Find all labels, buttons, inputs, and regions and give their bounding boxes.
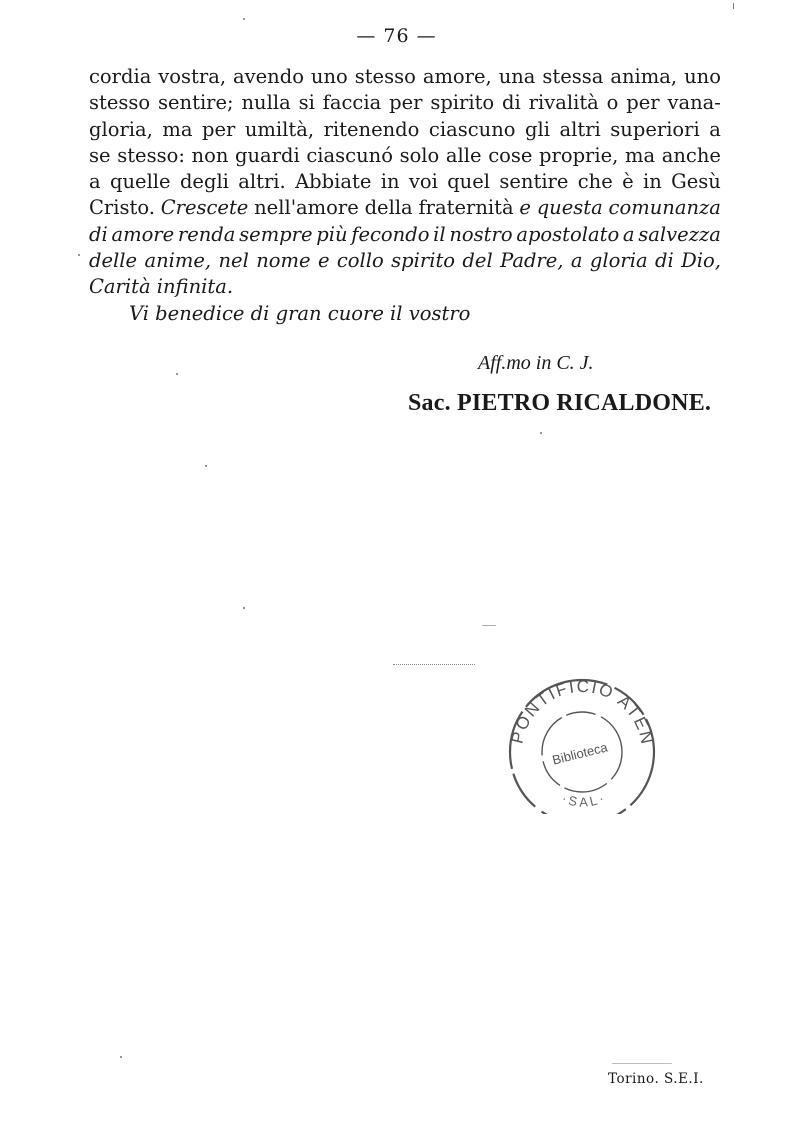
word: cose — [488, 143, 533, 167]
library-stamp — [500, 674, 660, 814]
word: apostolato — [516, 222, 620, 246]
word: altri — [559, 117, 601, 141]
word: una — [498, 65, 536, 88]
word: ma — [162, 117, 193, 141]
word: cordia — [89, 65, 152, 88]
word: questa — [536, 196, 603, 220]
word: altri. — [238, 170, 286, 194]
text-line — [89, 222, 721, 248]
word: anime, — [144, 249, 212, 273]
text-line — [89, 90, 721, 116]
word: nel — [218, 249, 249, 273]
word: nome — [256, 249, 311, 273]
word: si — [298, 91, 315, 115]
word: stesso — [89, 91, 151, 115]
word: se — [89, 143, 111, 167]
word: vostra, — [158, 65, 227, 88]
word: amore, — [422, 65, 492, 88]
word: di — [654, 249, 674, 273]
word: vana- — [667, 91, 721, 115]
word: faccia — [322, 91, 382, 115]
word: collo — [336, 249, 384, 273]
closing-formula: Aff.mo in C. J. — [478, 352, 594, 374]
word: stesso — [354, 65, 416, 88]
printer-imprint: Torino. S.E.I. — [608, 1071, 704, 1087]
page-number: — 76 — — [356, 25, 437, 47]
word: non — [191, 143, 229, 167]
word: e — [519, 196, 531, 220]
stamp-seal-icon — [500, 674, 660, 814]
text-line — [89, 274, 721, 300]
word: per — [389, 91, 423, 115]
word: degli — [179, 170, 229, 194]
word: più — [316, 222, 348, 246]
stamp-lower-text: ·SAL· — [559, 789, 609, 810]
word: guardi — [235, 143, 300, 167]
word: umiltà, — [244, 117, 315, 141]
signature: Sac. PIETRO RICALDONE. — [408, 390, 712, 416]
word: Vi benedice di gran cuore il vostro — [129, 301, 471, 325]
stamp-inner-text: Biblioteca — [550, 739, 610, 768]
stamp-outer-text: PONTIFICIO ATEN — [507, 676, 657, 748]
text-line — [89, 195, 721, 221]
word: rivalità — [528, 91, 599, 115]
word: gloria, — [89, 117, 153, 141]
text-line — [89, 301, 721, 327]
word: spirito — [391, 249, 456, 273]
svg-text:PONTIFICIO ATENEO — [500, 674, 657, 747]
word: proprie, — [539, 143, 619, 167]
word: gloria — [589, 249, 648, 273]
word: Padre, — [500, 249, 564, 273]
word: ma — [624, 143, 656, 167]
word: gli — [525, 117, 550, 141]
word: amore — [111, 222, 175, 246]
word: avendo — [232, 65, 304, 88]
word: voi — [408, 170, 438, 194]
word: Carità infinita. — [89, 275, 234, 299]
word: Crescete — [160, 196, 249, 220]
word: delle — [89, 249, 138, 273]
word: sentire — [499, 170, 569, 194]
word: è — [622, 170, 634, 194]
dotted-divider — [393, 664, 475, 665]
word: uno — [310, 65, 348, 88]
word: Gesù — [671, 170, 721, 194]
word: stessa — [542, 65, 604, 88]
word: renda — [177, 222, 236, 246]
word: salvezza — [638, 222, 721, 246]
word: a — [570, 249, 583, 273]
word: del — [462, 249, 493, 273]
word: anima, — [610, 65, 678, 88]
word: ritenendo — [323, 117, 420, 141]
text-line — [89, 143, 721, 169]
word: o — [606, 91, 619, 115]
word: ciascunó — [306, 143, 393, 167]
word: della — [364, 196, 413, 220]
word: Cristo. — [89, 196, 155, 220]
word: per — [202, 117, 236, 141]
word: Dio, — [681, 249, 721, 273]
word: stesso: — [117, 143, 185, 167]
word: Abbiate — [295, 170, 372, 194]
word: in — [643, 170, 662, 194]
word: che — [577, 170, 613, 194]
word: e — [317, 249, 330, 273]
word: nulla — [241, 91, 291, 115]
word: per — [626, 91, 660, 115]
text-line — [89, 248, 721, 274]
word: alle — [445, 143, 482, 167]
word: quel — [447, 170, 491, 194]
word: uno — [684, 65, 721, 88]
word: sentire; — [158, 91, 234, 115]
word: in — [380, 170, 400, 194]
word: fraternità — [418, 196, 514, 220]
word: di — [89, 222, 108, 246]
text-line — [89, 169, 721, 195]
word: di — [502, 91, 521, 115]
word: a — [622, 222, 635, 246]
text-line — [89, 64, 721, 90]
word: solo — [399, 143, 440, 167]
word: sempre — [239, 222, 313, 246]
word: quelle — [109, 170, 171, 194]
word: superiori — [610, 117, 700, 141]
word: a — [709, 117, 721, 141]
word: comunanza — [608, 196, 721, 220]
word: fecondo — [351, 222, 430, 246]
word: nostro — [449, 222, 513, 246]
text-line — [89, 117, 721, 143]
word: anche — [661, 143, 721, 167]
word: nell'amore — [254, 196, 359, 220]
word: ciascuno — [428, 117, 516, 141]
body-text — [89, 64, 721, 327]
word: a — [89, 170, 101, 194]
word: spirito — [430, 91, 495, 115]
word: il — [433, 222, 446, 246]
